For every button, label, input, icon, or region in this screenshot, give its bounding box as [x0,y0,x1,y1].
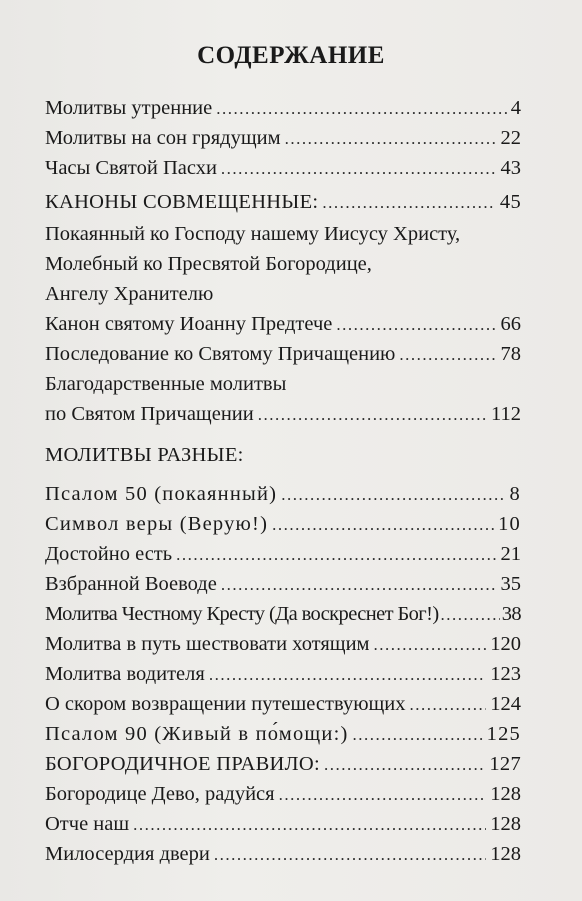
toc-entry-label: Часы Святой Пасхи [45,157,217,179]
toc-entry [45,812,521,837]
toc-entry-label: по Святом Причащении [45,403,254,425]
toc-entry-label: Молитва водителя [45,663,205,685]
toc-entry [45,96,521,121]
toc-entry-page: 128 [490,813,521,835]
toc-entry-label: Псалом 90 (Живый в по́мощи:) [45,723,349,745]
toc-entry [45,156,521,181]
toc-entry-page: 38 [501,603,521,625]
toc-section-entry [45,190,521,215]
toc-entry [45,842,521,867]
toc-entry [45,512,521,537]
toc-line: Молебный ко Пресвятой Богородице, [45,253,372,275]
toc-entry-label: Молитвы на сон грядущим [45,127,281,149]
dot-leader [281,483,505,507]
toc-entry-label: О скором возвращении путешествующих [45,693,406,715]
toc-entry-page: 120 [490,633,521,655]
toc-line: Покаянный ко Господу нашему Иисусу Христу, [45,223,461,245]
toc-entry-page: 10 [498,513,521,535]
toc-entry-page: 128 [490,843,521,865]
toc-entry-label: Богородице Дево, радуйся [45,783,275,805]
dot-leader [324,753,485,777]
dot-leader [216,97,506,121]
toc-entry-label: Канон святому Иоанну Предтече [45,313,333,335]
toc-entry-page: 4 [510,97,521,119]
page-title: СОДЕРЖАНИЕ [197,42,385,69]
toc-entry [45,342,521,367]
toc-entry-page: 35 [500,573,521,595]
toc-entry-page: 125 [486,723,521,745]
toc-entry [45,662,521,687]
dot-leader [441,603,500,627]
toc-entry-page: 128 [490,783,521,805]
toc-entry [45,126,521,151]
dot-leader [272,513,494,537]
toc-entry-label: Молитвы утренние [45,97,213,119]
dot-leader [336,313,496,337]
dot-leader [221,157,497,181]
toc-entry-page: 127 [489,753,521,775]
dot-leader [209,663,486,687]
dot-leader [258,403,487,427]
dot-leader [322,191,495,215]
toc-entry-page: 78 [500,343,521,365]
toc-entry-label: Взбранной Воеводе [45,573,217,595]
toc-entry [45,312,521,337]
toc-entry [45,782,521,807]
toc-entry [45,602,521,627]
toc-entry-label: КАНОНЫ СОВМЕЩЕННЫЕ: [45,191,319,213]
toc-entry-label: Псалом 50 (покаянный) [45,483,278,505]
toc-entry-label: Достойно есть [45,543,173,565]
toc-entry [45,632,521,657]
dot-leader [399,343,496,367]
toc-entry [45,572,521,597]
dot-leader [221,573,497,597]
toc-line: Ангелу Хранителю [45,283,214,305]
toc-entry-label: Отче наш [45,813,130,835]
toc-entry-label: Милосердия двери [45,843,210,865]
dot-leader [214,843,486,867]
toc-entry-page: 112 [491,403,521,425]
dot-leader [353,723,483,747]
toc-entry-page: 21 [500,543,521,565]
toc-entry-label: Молитва Честному Кресту (Да воскреснет Бог!) [45,603,439,625]
toc-entry [45,402,521,427]
dot-leader [410,693,487,717]
dot-leader [285,127,497,151]
toc-entry-page: 22 [500,127,521,149]
toc-entry [45,692,521,717]
toc-entry-page: 66 [500,313,521,335]
toc-entry-label: БОГОРОДИЧНОЕ ПРАВИЛО: [45,753,320,775]
toc-line: Благодарственные молитвы [45,373,287,395]
toc-entry-page: 124 [490,693,521,715]
dot-leader [374,633,487,657]
toc-section-heading: МОЛИТВЫ РАЗНЫЕ: [45,444,244,466]
toc-section-entry [45,752,521,777]
toc-entry-page: 45 [499,191,521,213]
dot-leader [279,783,487,807]
toc-entry [45,722,521,747]
toc-entry-page: 8 [509,483,521,505]
toc-entry-label: Символ веры (Верую!) [45,513,269,535]
toc-entry-page: 43 [500,157,521,179]
toc-entry-label: Последование ко Святому Причащению [45,343,396,365]
toc-entry [45,482,521,507]
toc-entry-page: 123 [490,663,521,685]
dot-leader [176,543,496,567]
dot-leader [133,813,486,837]
toc-entry-label: Молитва в путь шествовати хотящим [45,633,370,655]
toc-entry [45,542,521,567]
